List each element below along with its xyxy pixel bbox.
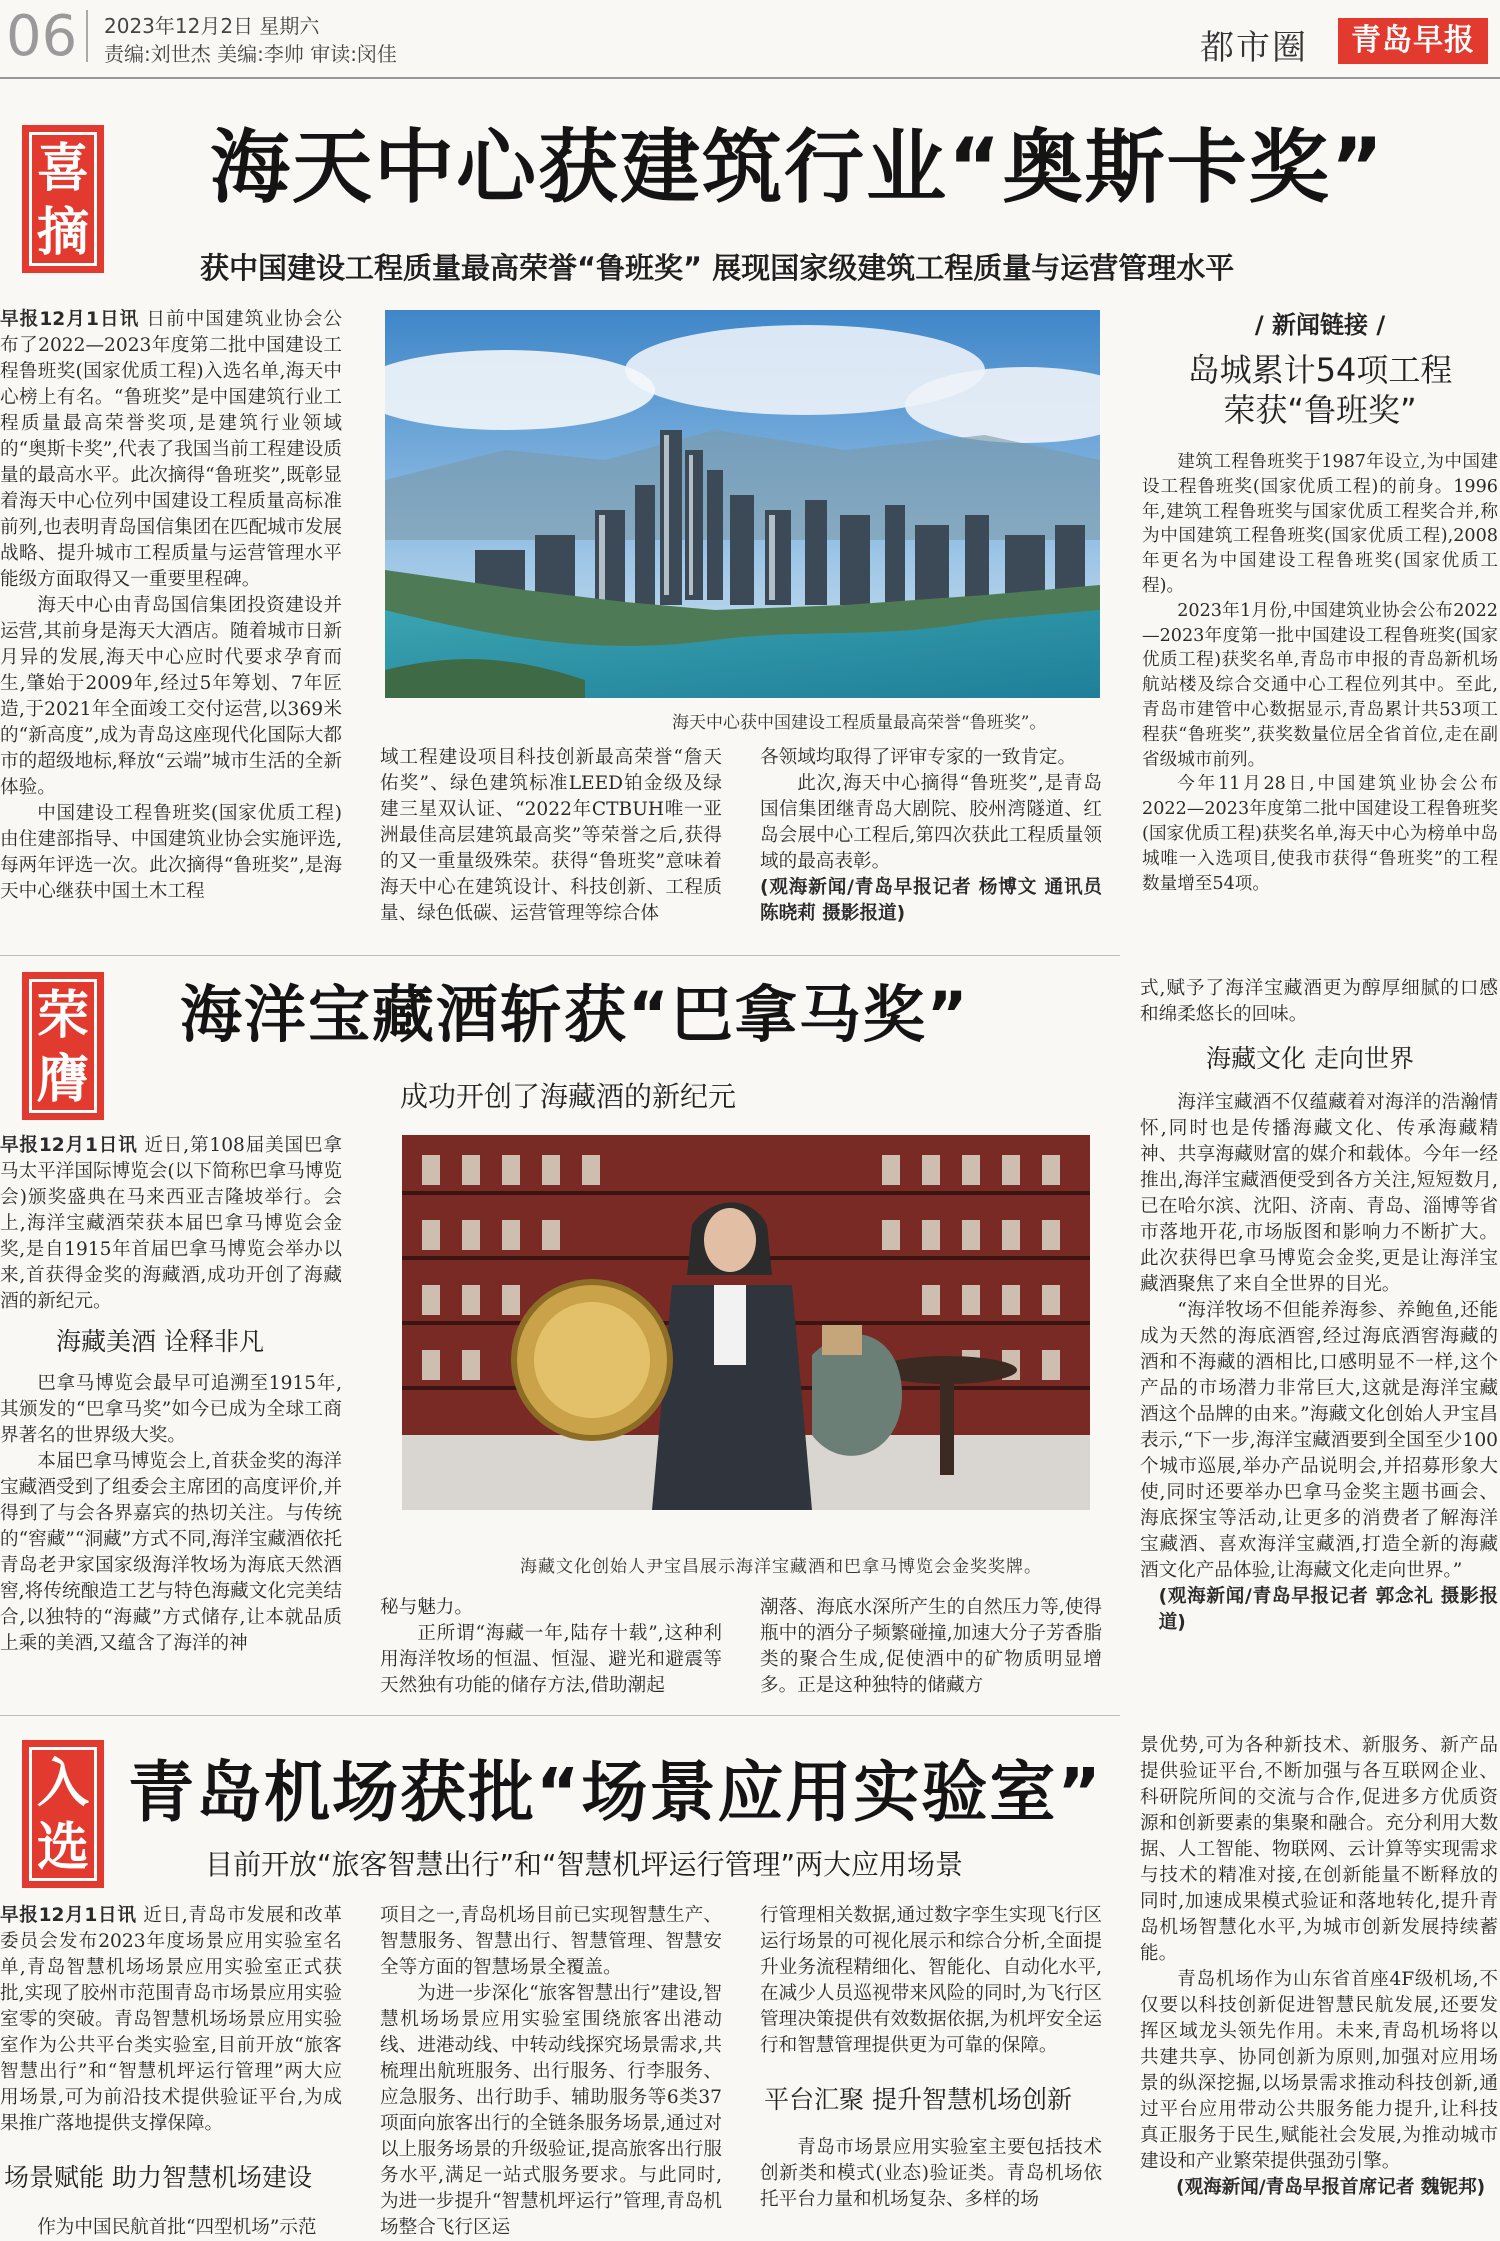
panama-award-photo — [402, 1135, 1090, 1510]
article3-col1-tail: 作为中国民航首批“四型机场”示范 — [37, 2217, 317, 2238]
masthead-divider — [86, 10, 88, 62]
article3-subtitle: 目前开放“旅客智慧出行”和“智慧机坪运行管理”两大应用场景 — [205, 1848, 964, 1881]
article2-tag — [22, 972, 104, 1120]
article3-col4-paragraph-1: 景优势,可为各种新技术、新服务、新产品提供验证平台,不断加强与各互联网企业、科研院所间的交流与合作,促进多方优质资源和创新要素的集聚和融合。充分利用大数据、人工智能、物联网、云计算等实现需求与技术的精准对接,在创新能量不断释放的同时,加速成果模式验证和落地转化,提升青岛机场智慧化水平,为城市创新发展持续蓄能。 — [1140, 1735, 1498, 1964]
article1-title: 海天中心获建筑行业“奥斯卡奖” — [210, 121, 1386, 214]
haitian-center-photo — [385, 310, 1100, 698]
page-number: 06 — [6, 4, 78, 69]
sidebar-body — [1142, 450, 1498, 896]
article3-col3-text: 行管理相关数据,通过数字孪生实现飞行区运行场景的可视化展示和综合分析,全面提升业务流程精细化、智能化、自动化水平,在减少人员巡视带来风险的同时,为飞行区管理决策提供有效数据依据,为机坪安全运行和智慧管理提供更为可靠的保障。 — [760, 1905, 1102, 2056]
sidebar-kicker: / 新闻链接 / — [1254, 311, 1386, 339]
article3-lead-tag: 早报12月1日讯 — [0, 1905, 137, 1926]
sidebar-title-line-1: 岛城累计54项工程 — [1187, 351, 1453, 389]
brand-name: 青岛早报 — [1351, 23, 1475, 58]
masthead — [0, 0, 1500, 78]
article3-column-3 — [760, 1903, 1102, 2213]
article3-tag-text: 入选 — [37, 1754, 90, 1878]
article3-tag — [22, 1740, 104, 1888]
article1-bottom-rule — [0, 955, 1120, 956]
article1-column-3 — [760, 745, 1102, 927]
article2-lead-paragraph: 近日,第108届美国巴拿马太平洋国际博览会(以下简称巴拿马博览会)颁奖盛典在马来西亚吉隆坡举行。会上,海洋宝藏酒荣获本届巴拿马博览会金奖,是自1915年首届巴拿马博览会举办以来,首获得金奖的海藏酒,成功开创了海藏酒的新纪元。 — [0, 1135, 342, 1312]
article3-subhead-2: 平台汇聚 提升智慧机场创新 — [764, 2085, 1072, 2114]
article1-paragraph-3: 中国建设工程鲁班奖(国家优质工程)由住建部指导、中国建筑业协会实施评选,每两年评选一次。此次摘得“鲁班奖”,是海天中心继获中国土木工程 — [0, 803, 342, 902]
issue-date: 2023年12月2日 星期六 — [104, 14, 320, 38]
article1-lead-tag: 早报12月1日讯 — [0, 309, 140, 330]
article2-subtitle: 成功开创了海藏酒的新纪元 — [400, 1080, 737, 1113]
article1-column-2 — [380, 745, 722, 927]
article2-lead-tag: 早报12月1日讯 — [0, 1135, 138, 1156]
article1-col3-paragraph-2: 此次,海天中心摘得“鲁班奖”,是青岛国信集团继青岛大剧院、胶州湾隧道、红岛会展中心工程后,第四次获此工程质量领域的最高表彰。 — [760, 773, 1102, 872]
article1-col2-start: 域工程建设项目科技创新最高荣誉“ — [380, 747, 683, 768]
article2-col4-top: 式,赋予了海洋宝藏酒更为醇厚细腻的口感和绵柔悠长的回味。 — [1140, 978, 1498, 1025]
article2-column-3 — [760, 1595, 1102, 1699]
article3-col4-paragraph-2: 青岛机场作为山东省首座4F级机场,不仅要以科技创新促进智慧民航发展,还要发挥区域龙头领先作用。未来,青岛机场将以共建共享、协同创新为原则,加强对应用场景的纵深挖掘,以场景需求推动科技创新,通过平台应用带动公共服务能力提升,让科技真正服务于民生,赋能社会发展,为推动城市建设和产业繁荣提供强劲引擎。 — [1140, 1969, 1498, 2172]
article3-credit: (观海新闻/青岛早报首席记者 魏铌邦) — [1176, 2177, 1486, 2198]
city-skyline-image — [385, 310, 1100, 698]
article2-column-4 — [1140, 976, 1498, 1636]
article2-title: 海洋宝藏酒斩获“巴拿马奖” — [180, 978, 970, 1051]
article3-lead-paragraph: 近日,青岛市发展和改革委员会发布2023年度场景应用实验室名单,青岛智慧机场场景应用实验室正式获批,实现了胶州市范围青岛市场景应用实验室零的突破。青岛智慧机场场景应用实验室作为公共平台类实验室,目前开放“旅客智慧出行”和“智慧机坪运行管理”两大应用场景,可为前沿技术提供验证平台,为成果推广落地提供支撑保障。 — [0, 1905, 342, 2134]
award-showcase-image — [402, 1135, 1090, 1510]
article2-subhead-1: 海藏美酒 诠释非凡 — [56, 1327, 264, 1356]
sidebar-paragraph-3: 今年11月28日,中国建筑业协会公布2022—2023年度第二批中国建设工程鲁班奖(国家优质工程)获奖名单,海天中心为榜单中岛城唯一入选项目,使我市获得“鲁班奖”的工程数量增至54项。 — [1142, 774, 1498, 894]
article3-column-4 — [1140, 1733, 1498, 2201]
article3-col2-paragraph-1: 项目之一,青岛机场目前已实现智慧生产、智慧服务、智慧出行、智慧管理、智慧安全等方面的智慧场景全覆盖。 — [380, 1905, 722, 1978]
article1-column-1 — [0, 307, 342, 905]
article1-col2-text: 詹天佑奖”、绿色建筑标准LEED铂金级及绿建三星双认证、“2022年CTBUH唯一亚洲最佳高层建筑最高奖”等荣誉之后,获得的又一重量级殊荣。获得“鲁班奖”意味着海天中心在建筑设计、科技创新、工程质量、绿色低碳、运营管理等综合体 — [380, 747, 722, 924]
sidebar-paragraph-2: 2023年1月份,中国建筑业协会公布2022—2023年度第一批中国建设工程鲁班奖(国家优质工程)获奖名单,青岛市申报的青岛新机场航站楼及综合交通中心工程位列其中。至此,青岛市建管中心数据显示,青岛累计共53项工程获“鲁班奖”,获奖数量位居全省首位,走在副省级城市前列。 — [1142, 600, 1498, 770]
article3-col3-tail: 青岛市场景应用实验室主要包括技术创新类和模式(业态)验证类。青岛机场依托平台力量和机场复杂、多样的场 — [760, 2137, 1102, 2210]
article3-col2-paragraph-2: 为进一步深化“旅客智慧出行”建设,智慧机场场景应用实验室围绕旅客出港动线、进港动线、中转动线探究场景需求,共梳理出航班服务、出行服务、行李服务、应急服务、出行助手、辅助服务等6类37项面向旅客出行的全链条服务场景,通过对以上服务场景的升级验证,提高旅客出行服务水平,满足一站式服务要求。与此同时,为进一步提升“智慧机坪运行”管理,青岛机场整合飞行区运 — [380, 1983, 722, 2238]
article2-column-2 — [380, 1595, 722, 1699]
article2-tag-text: 荣膺 — [37, 986, 90, 1110]
sidebar-paragraph-1: 建筑工程鲁班奖于1987年设立,为中国建设工程鲁班奖(国家优质工程)的前身。1996年,建筑工程鲁班奖与国家优质工程奖合并,称为中国建筑工程鲁班奖(国家优质工程),2008年更名为中国建设工程鲁班奖(国家优质工程)。 — [1142, 452, 1498, 596]
article1-col3-paragraph-1: 各领域均取得了评审专家的一致肯定。 — [760, 747, 1077, 768]
article2-col4-paragraph-1: 海洋宝藏酒不仅蕴藏着对海洋的浩瀚情怀,同时也是传播海藏文化、传承海藏精神、共享海藏财富的媒介和载体。今年一经推出,海洋宝藏酒便受到各方关注,短短数月,已在哈尔滨、沈阳、济南、青岛、淄博等省市落地开花,市场版图和影响力不断扩大。此次获得巴拿马博览会金奖,更是让海洋宝藏酒聚焦了来自全世界的目光。 — [1140, 1092, 1498, 1295]
masthead-rule — [0, 77, 1500, 79]
brand-logo — [1338, 18, 1488, 64]
article2-credit: (观海新闻/青岛早报记者 郭念礼 摄影报道) — [1158, 1586, 1498, 1633]
article2-subhead-2: 海藏文化 走向世界 — [1206, 1044, 1414, 1073]
article2-col2-paragraph-1: 秘与魅力。 — [380, 1597, 473, 1618]
article2-column-1 — [0, 1133, 342, 1657]
article1-subtitle: 获中国建设工程质量最高荣誉“鲁班奖” 展现国家级建筑工程质量与运营管理水平 — [200, 251, 1235, 285]
staff-line: 责编:刘世杰 美编:李帅 审读:闵佳 — [104, 42, 397, 66]
article1-credit: (观海新闻/青岛早报记者 杨博文 通讯员 陈晓莉 摄影报道) — [760, 877, 1102, 924]
article3-column-1 — [0, 1903, 342, 2241]
article2-col3-text: 潮落、海底水深所产生的自然压力等,使得瓶中的酒分子频繁碰撞,加速大分子芳香脂类的聚合生成,促使酒中的矿物质明显增多。正是这种独特的储藏方 — [760, 1597, 1102, 1696]
sidebar-title-line-2: 荣获“鲁班奖” — [1223, 391, 1417, 429]
article2-paragraph-2: 巴拿马博览会最早可追溯至1915年,其颁发的“巴拿马奖”如今已成为全球工商界著名的世界级大奖。 — [0, 1373, 342, 1446]
article1-tag-text: 喜摘 — [37, 139, 90, 263]
article1-paragraph-2: 海天中心由青岛国信集团投资建设并运营,其前身是海天大酒店。随着城市日新月异的发展,海天中心应时代要求孕育而生,肇始于2009年,经过5年筹划、7年匠造,于2021年全面竣工交付运营,以369米的“新高度”,成为青岛这座现代化国际大都市的超级地标,释放“云端”城市生活的全新体验。 — [0, 595, 342, 798]
article1-tag — [22, 125, 104, 273]
article2-bottom-rule — [0, 1715, 1120, 1716]
article2-photo-caption: 海藏文化创始人尹宝昌展示海洋宝藏酒和巴拿马博览会金奖奖牌。 — [520, 1557, 1042, 1577]
article3-title: 青岛机场获批“场景应用实验室” — [128, 1754, 1103, 1831]
article3-column-2 — [380, 1903, 722, 2241]
article2-col4-paragraph-2: “海洋牧场不但能养海参、养鲍鱼,还能成为天然的海底酒窖,经过海底酒窖海藏的酒和不海藏的酒相比,口感明显不一样,这个产品的市场潜力非常巨大,这就是海洋宝藏酒这个品牌的由来。”海藏文化创始人尹宝昌表示,“下一步,海洋宝藏酒要到全国至少100个城市巡展,举办产品说明会,并招募形象大使,同时还要举办巴拿马金奖主题书画会、海底探宝等活动,让更多的消费者了解海洋宝藏酒、喜欢海洋宝藏酒,打造全新的海藏酒文化产品体验,让海藏文化走向世界。” — [1140, 1300, 1498, 1581]
news-link-sidebar — [1142, 305, 1498, 896]
article1-photo-caption: 海天中心获中国建设工程质量最高荣誉“鲁班奖”。 — [672, 713, 1047, 733]
article2-col2-paragraph-2: 正所谓“海藏一年,陆存十载”,这种利用海洋牧场的恒温、恒湿、避光和避震等天然独有功能的储存方法,借助潮起 — [380, 1623, 722, 1696]
article2-paragraph-3: 本届巴拿马博览会上,首获金奖的海洋宝藏酒受到了组委会主席团的高度评价,并得到了与会各界嘉宾的热切关注。与传统的“窖藏”“洞藏”方式不同,海洋宝藏酒依托青岛老尹家国家级海洋牧场为海底天然酒窖,将传统酿造工艺与特色海藏文化完美结合,以独特的“海藏”方式储存,让本就品质上乘的美酒,又蕴含了海洋的神 — [0, 1451, 342, 1654]
section-name: 都市圈 — [1200, 28, 1308, 68]
article1-paragraph-1: 日前中国建筑业协会公布了2022—2023年度第二批中国建设工程鲁班奖(国家优质工程)入选名单,海天中心榜上有名。“鲁班奖”是中国建筑行业工程质量最高荣誉奖项,是建筑行业领域的“奥斯卡奖”,代表了我国当前工程建设质量的最高水平。此次摘得“鲁班奖”,既彰显着海天中心位列中国建设工程质量高标准前列,也表明青岛国信集团在匹配城市发展战略、提升城市工程质量与运营管理水平能级方面取得又一重要里程碑。 — [0, 309, 342, 590]
article3-subhead-1: 场景赋能 助力智慧机场建设 — [4, 2163, 312, 2192]
